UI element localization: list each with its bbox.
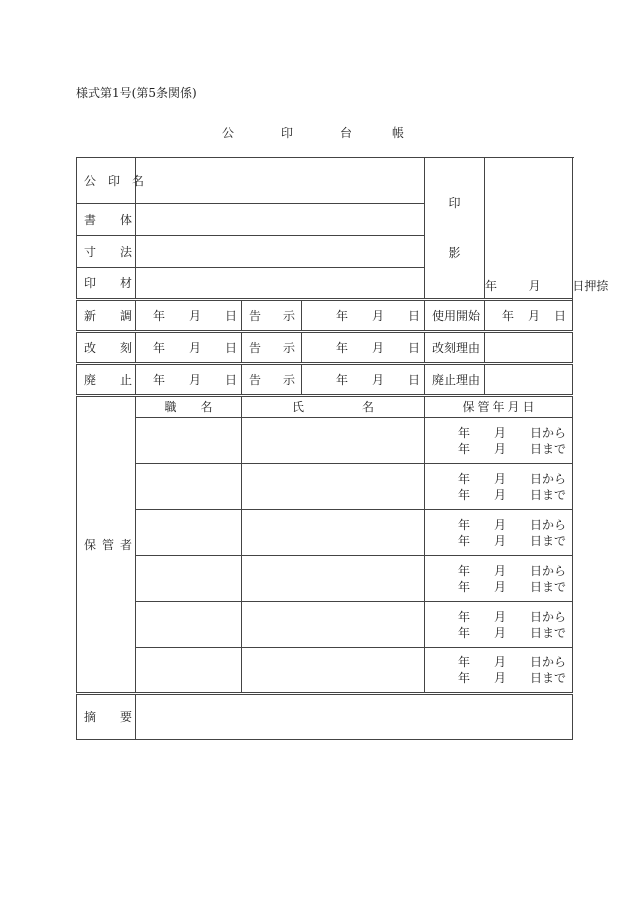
title-char: 台 [340,126,353,140]
recarve-notice-date[interactable]: 年 月 日 [302,332,425,364]
title-char: 公 [222,126,235,140]
seal-impression-label: 印 影 [425,158,485,300]
period-header: 保 管 年 月 日 [425,396,573,418]
new-date[interactable]: 年 月 日 [136,300,242,332]
custodian-period[interactable]: 年 月 日から 年 月 日まで [425,418,573,464]
material-label: 印 材 [77,268,136,300]
custodian-period[interactable]: 年 月 日から 年 月 日まで [425,464,573,510]
title-char: 帳 [392,126,405,140]
dimensions-value[interactable] [136,236,425,268]
seal-date-year: 年 [485,279,498,293]
custodian-position[interactable] [136,418,242,464]
document-title [222,124,412,140]
custodian-name[interactable] [242,602,425,648]
custodian-period[interactable]: 年 月 日から 年 月 日まで [425,602,573,648]
remarks-value[interactable] [136,694,573,740]
seal-date-day: 日押捺 [572,279,609,293]
new-reason-label: 使用開始 [425,300,485,332]
custodian-name[interactable] [242,556,425,602]
seal-date-month: 月 [528,279,541,293]
seal-name-value[interactable] [136,158,425,204]
custodian-name[interactable] [242,418,425,464]
name-header: 氏 名 [242,396,425,418]
abolish-notice-label: 告 示 [242,364,302,396]
position-header: 職 名 [136,396,242,418]
abolish-reason-value[interactable] [485,364,573,396]
recarve-date[interactable]: 年 月 日 [136,332,242,364]
remarks-label: 摘 要 [77,694,136,740]
abolish-reason-label: 廃止理由 [425,364,485,396]
script-label: 書 体 [77,204,136,236]
custodian-name[interactable] [242,464,425,510]
new-label: 新 調 [77,300,136,332]
recarve-label: 改 刻 [77,332,136,364]
custodian-position[interactable] [136,510,242,556]
custodian-position[interactable] [136,648,242,694]
recarve-reason-value[interactable] [485,332,573,364]
custodian-position[interactable] [136,464,242,510]
abolish-date[interactable]: 年 月 日 [136,364,242,396]
custodian-name[interactable] [242,648,425,694]
script-value[interactable] [136,204,425,236]
new-notice-label: 告 示 [242,300,302,332]
custodian-label: 保 管 者 [77,396,136,694]
material-value[interactable] [136,268,425,300]
seal-name-label: 公 印 名 [77,158,136,204]
abolish-label: 廃 止 [77,364,136,396]
form-number: 様式第1号(第5条関係) [76,86,197,100]
new-notice-date[interactable]: 年 月 日 [302,300,425,332]
title-char: 印 [281,126,294,140]
abolish-notice-date[interactable]: 年 月 日 [302,364,425,396]
custodian-position[interactable] [136,602,242,648]
recarve-notice-label: 告 示 [242,332,302,364]
new-reason-date[interactable]: 年 月 日 [485,300,573,332]
seal-impression-area[interactable] [485,158,609,300]
custodian-name[interactable] [242,510,425,556]
dimensions-label: 寸 法 [77,236,136,268]
custodian-period[interactable]: 年 月 日から 年 月 日まで [425,648,573,694]
recarve-reason-label: 改刻理由 [425,332,485,364]
custodian-period[interactable]: 年 月 日から 年 月 日まで [425,510,573,556]
seal-ledger-table [76,157,609,740]
custodian-position[interactable] [136,556,242,602]
custodian-period[interactable]: 年 月 日から 年 月 日まで [425,556,573,602]
